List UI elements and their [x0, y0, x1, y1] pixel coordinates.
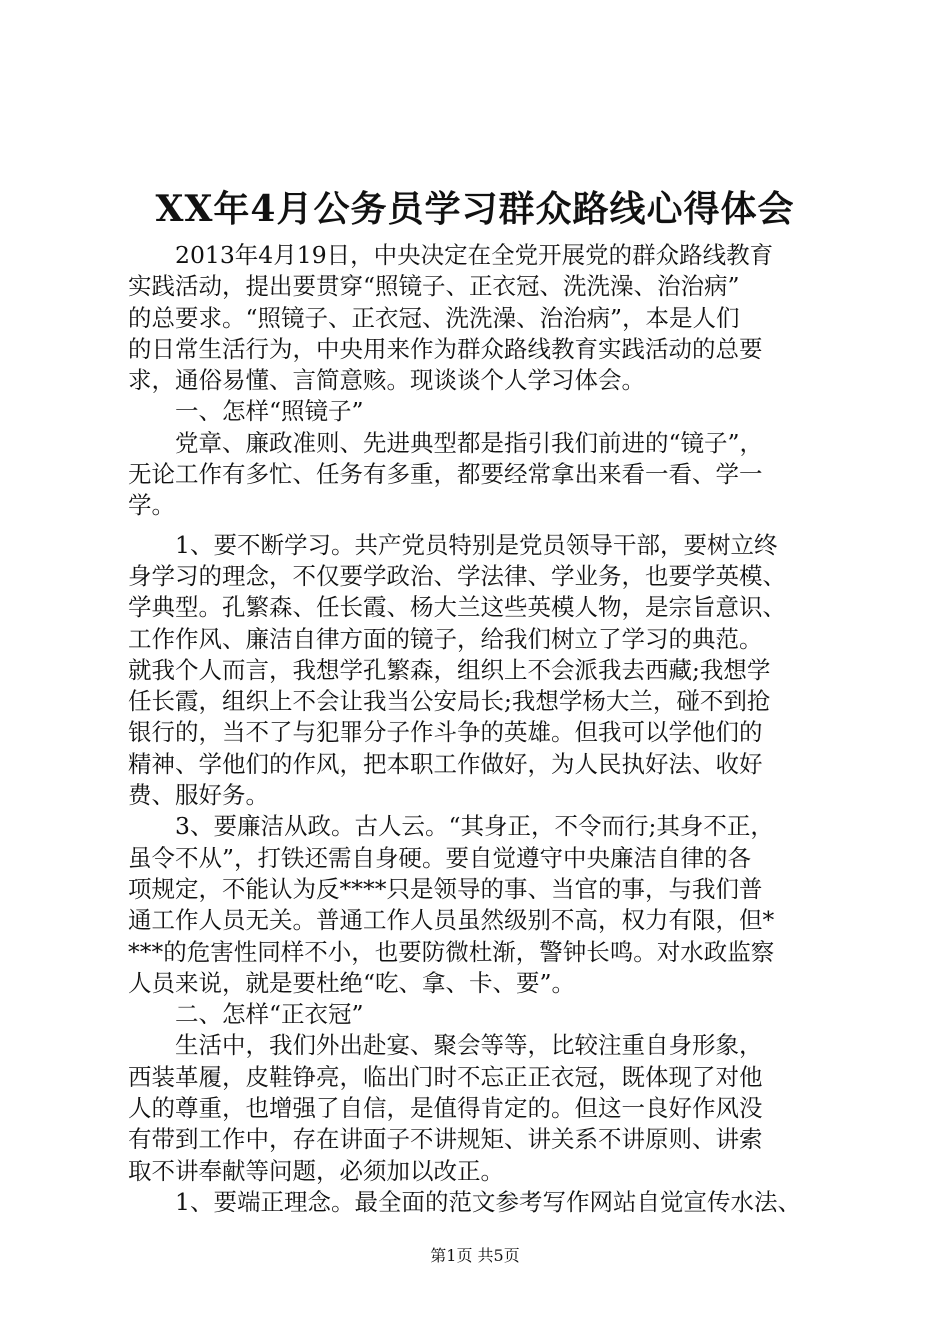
body-line: 通工作人员无关。普通工作人员虽然级别不高，权力有限，但* [128, 906, 775, 935]
body-line: 求，通俗易懂、言简意赅。现谈谈个人学习体会。 [128, 366, 645, 395]
document-title: XX年4月公务员学习群众路线心得体会 [155, 188, 795, 230]
body-line: 人员来说，就是要杜绝“吃、拿、卡、要”。 [128, 968, 576, 997]
body-line: 有带到工作中，存在讲面子不讲规矩、讲关系不讲原则、讲索 [128, 1125, 763, 1154]
body-line: ***的危害性同样不小，也要防微杜渐，警钟长鸣。对水政监察 [128, 937, 775, 966]
body-line: 取不讲奉献等问题，必须加以改正。 [128, 1156, 504, 1185]
body-line: 生活中，我们外出赴宴、聚会等等，比较注重自身形象， [128, 1031, 763, 1060]
body-line: 的总要求。“照镜子、正衣冠、洗洗澡、治治病”，本是人们 [128, 303, 740, 332]
body-line: 实践活动，提出要贯穿“照镜子、正衣冠、洗洗澡、治治病” [128, 272, 740, 301]
body-line: 无论工作有多忙、任务有多重，都要经常拿出来看一看、学一 [128, 460, 763, 489]
document-body [128, 240, 858, 1218]
body-line: 虽令不从”，打铁还需自身硬。要自觉遵守中央廉洁自律的各 [128, 843, 752, 872]
body-line: 项规定，不能认为反****只是领导的事、当官的事，与我们普 [128, 874, 763, 903]
body-line: 2013年4月19日，中央决定在全党开展党的群众路线教育 [128, 241, 774, 269]
body-line: 身学习的理念，不仅要学政治、学法律、学业务，也要学英模、 [128, 561, 786, 590]
body-line: 的日常生活行为，中央用来作为群众路线教育实践活动的总要 [128, 334, 763, 363]
body-line: 任长霞，组织上不会让我当公安局长;我想学杨大兰，碰不到抢 [128, 687, 771, 716]
section-heading: 一、怎样“照镜子” [128, 397, 364, 426]
body-line: 人的尊重，也增强了自信，是值得肯定的。但这一良好作风没 [128, 1094, 763, 1123]
body-line: 党章、廉政准则、先进典型都是指引我们前进的“镜子”， [128, 428, 764, 457]
section-heading: 二、怎样“正衣冠” [128, 1000, 364, 1029]
page-number-footer: 第1页 共5页 [430, 1246, 520, 1265]
body-line: 1、要端正理念。最全面的范文参考写作网站自觉宣传水法、 [128, 1187, 801, 1216]
body-line: 工作作风、廉洁自律方面的镜子，给我们树立了学习的典范。 [128, 624, 763, 653]
body-line: 学典型。孔繁森、任长霞、杨大兰这些英模人物，是宗旨意识、 [128, 593, 786, 622]
body-line: 银行的，当不了与犯罪分子作斗争的英雄。但我可以学他们的 [128, 718, 763, 747]
body-line: 学。 [128, 491, 175, 520]
body-line: 就我个人而言，我想学孔繁森，组织上不会派我去西藏;我想学 [128, 655, 771, 684]
body-line: 精神、学他们的作风，把本职工作做好，为人民执好法、收好 [128, 749, 763, 778]
body-line: 3、要廉洁从政。古人云。“其身正，不令而行;其身不正， [128, 812, 774, 841]
body-line: 费、服好务。 [128, 781, 269, 810]
body-line: 1、要不断学习。共产党员特别是党员领导干部，要树立终 [128, 530, 778, 559]
body-line: 西装革履，皮鞋铮亮，临出门时不忘正正衣冠，既体现了对他 [128, 1062, 763, 1091]
